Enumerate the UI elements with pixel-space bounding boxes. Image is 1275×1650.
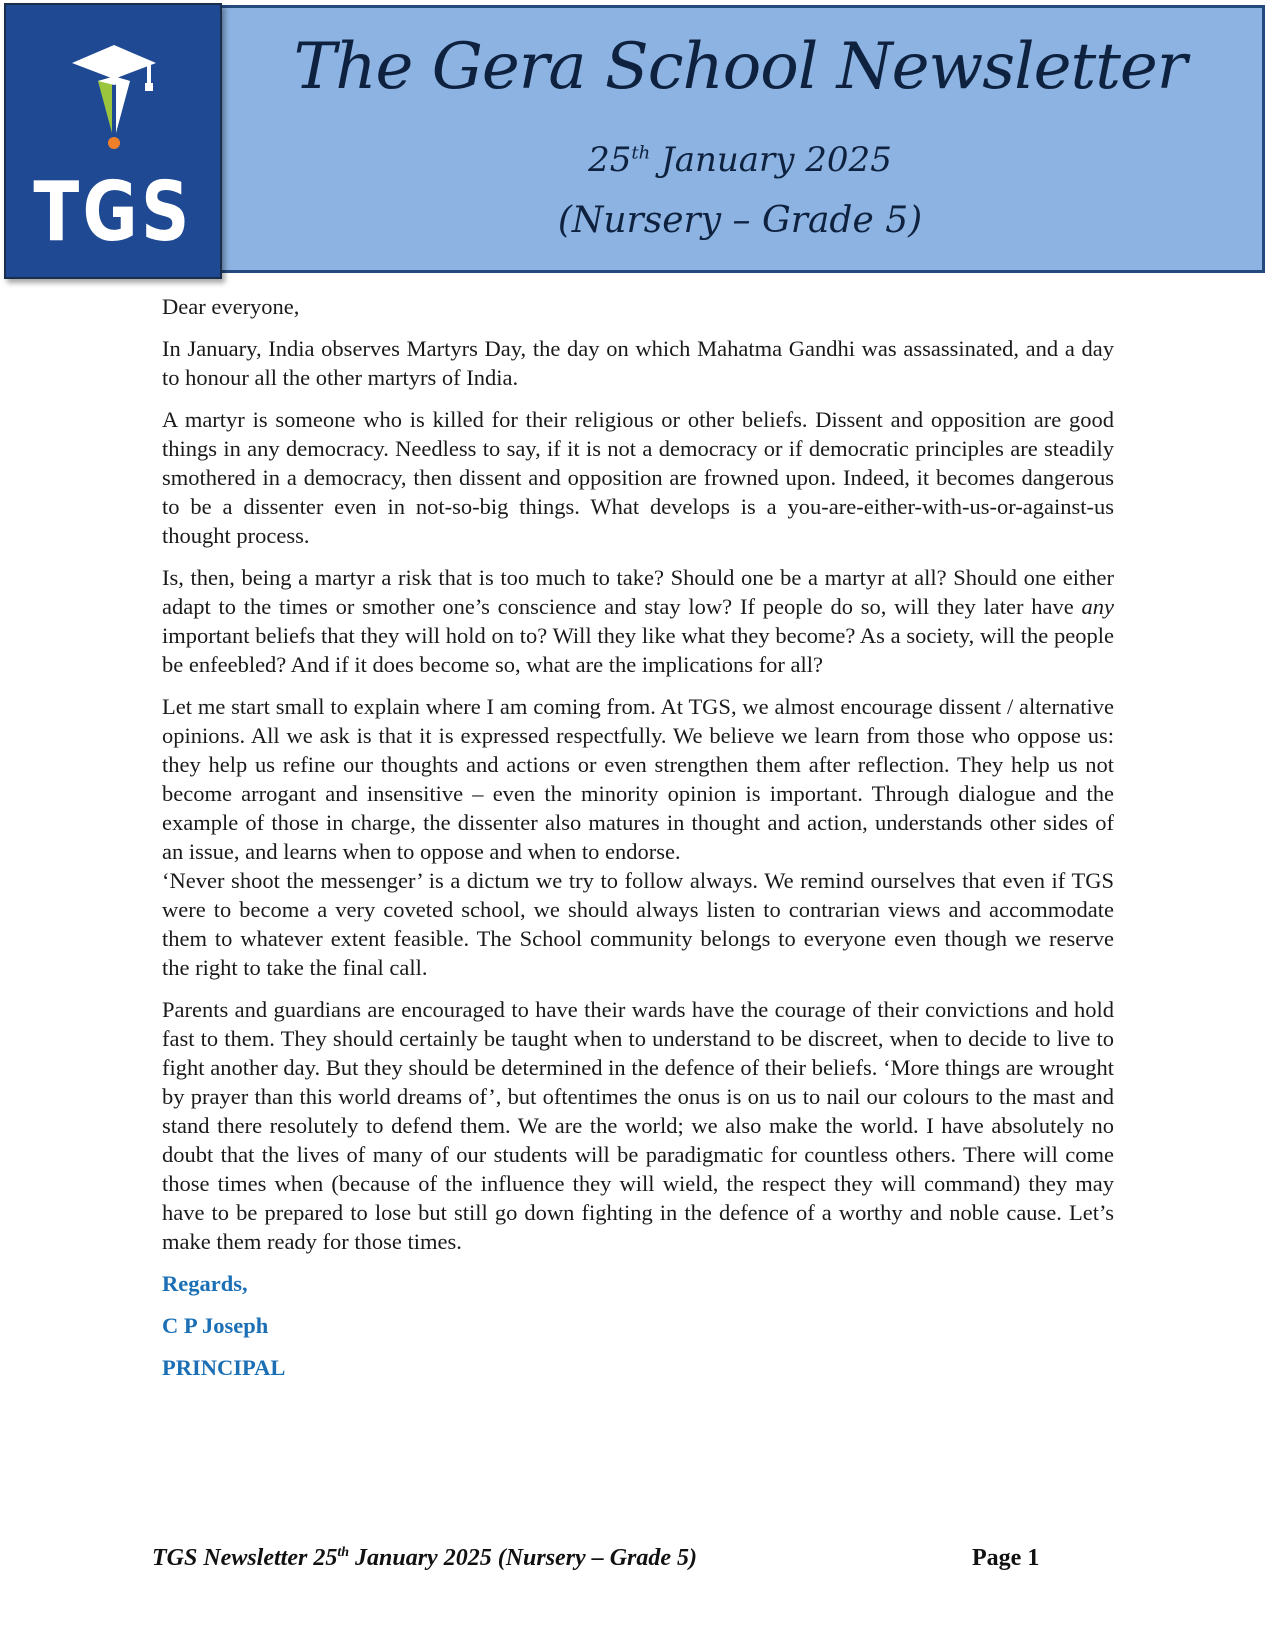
school-logo: [4, 3, 222, 279]
paragraph-3-text-b: important beliefs that they will hold on to? Will they like what they become? As a society, will the people be enfeebled? And if it does become so, what are the implications for all?: [162, 623, 1114, 677]
date-day: 25: [588, 140, 632, 180]
newsletter-title: The Gera School Newsletter: [293, 30, 1187, 104]
paragraph-5: ‘Never shoot the messenger’ is a dictum we try to follow always. We remind ourselves that even if TGS were to become a very coveted school, we should always listen to contrarian views and accommodate them to whatever extent feasible. The School community belongs to everyone even though we reserve the right to take the final call.: [162, 868, 1114, 980]
logo-text: TGS: [33, 165, 193, 260]
paragraph-3-text-a: Is, then, being a martyr a risk that is too much to take? Should one be a martyr at all? Should one either adapt to the times or smother one’s conscience and stay low? If people do so, will they later have: [162, 565, 1114, 619]
paragraph-4: Let me start small to explain where I am coming from. At TGS, we almost encourage dissent / alternative opinions. All we ask is that it is expressed respectfully. We believe we learn from those who oppose us: they help us refine our thoughts and actions or even strengthen them after reflection. They help us not become arrogant and insensitive – even the minority opinion is important. Through dialogue and the example of those in charge, the dissenter also matures in thought and action, understands other sides of an issue, and learns when to oppose and when to endorse.: [162, 694, 1114, 864]
signatory-designation: PRINCIPAL: [162, 1355, 286, 1380]
footer-title-rest: January 2025 (Nursery – Grade 5): [349, 1545, 698, 1571]
paragraph-1: In January, India observes Martyrs Day, the day on which Mahatma Gandhi was assassinated, and a day to honour all the other martyrs of India.: [162, 336, 1114, 390]
date-suffix: th: [631, 142, 651, 164]
graduation-cap-pen-nib-icon: [64, 37, 164, 157]
letter-body: [162, 292, 1114, 1395]
salutation: Dear everyone,: [162, 294, 300, 319]
footer-title-prefix: TGS Newsletter 25: [152, 1545, 338, 1571]
signatory-name: C P Joseph: [162, 1313, 269, 1338]
paragraph-6: Parents and guardians are encouraged to have their wards have the courage of their convictions and hold fast to them. They should certainly be taught when to understand to be discreet, when to decide to live to fight another day. But they should be determined in the defence of their beliefs. ‘More things are wrought by prayer than this world dreams of’, but oftentimes the onus is on us to nail our colours to the mast and stand there resolutely to defend them. We are the world; we also make the world. I have absolutely no doubt that the lives of many of our students will be paradigmatic for countless others. There will come those times when (because of the influence they will wield, the respect they will command) they may have to be prepared to lose but still go down fighting in the defence of a worthy and noble cause. Let’s make them ready for those times.: [162, 997, 1114, 1254]
paragraph-2: A martyr is someone who is killed for their religious or other beliefs. Dissent and opposition are good things in any democracy. Needless to say, if it is not a democracy or if democratic principles are steadily smothered in a democracy, then dissent and opposition are frowned upon. Indeed, it becomes dangerous to be a dissenter even in not-so-big things. What develops is a you-are-either-with-us-or-against-us thought process.: [162, 407, 1114, 548]
date-month-year: January 2025: [650, 140, 892, 180]
footer-title-sup: th: [337, 1545, 350, 1560]
signoff: Regards,: [162, 1271, 248, 1296]
emphasis-any: any: [1081, 594, 1114, 619]
grade-range: (Nursery – Grade 5): [557, 200, 923, 241]
issue-date: [215, 140, 1265, 180]
paragraph-3: [162, 563, 1114, 679]
page-number: Page 1: [972, 1545, 1040, 1571]
footer-title: [152, 1545, 697, 1572]
